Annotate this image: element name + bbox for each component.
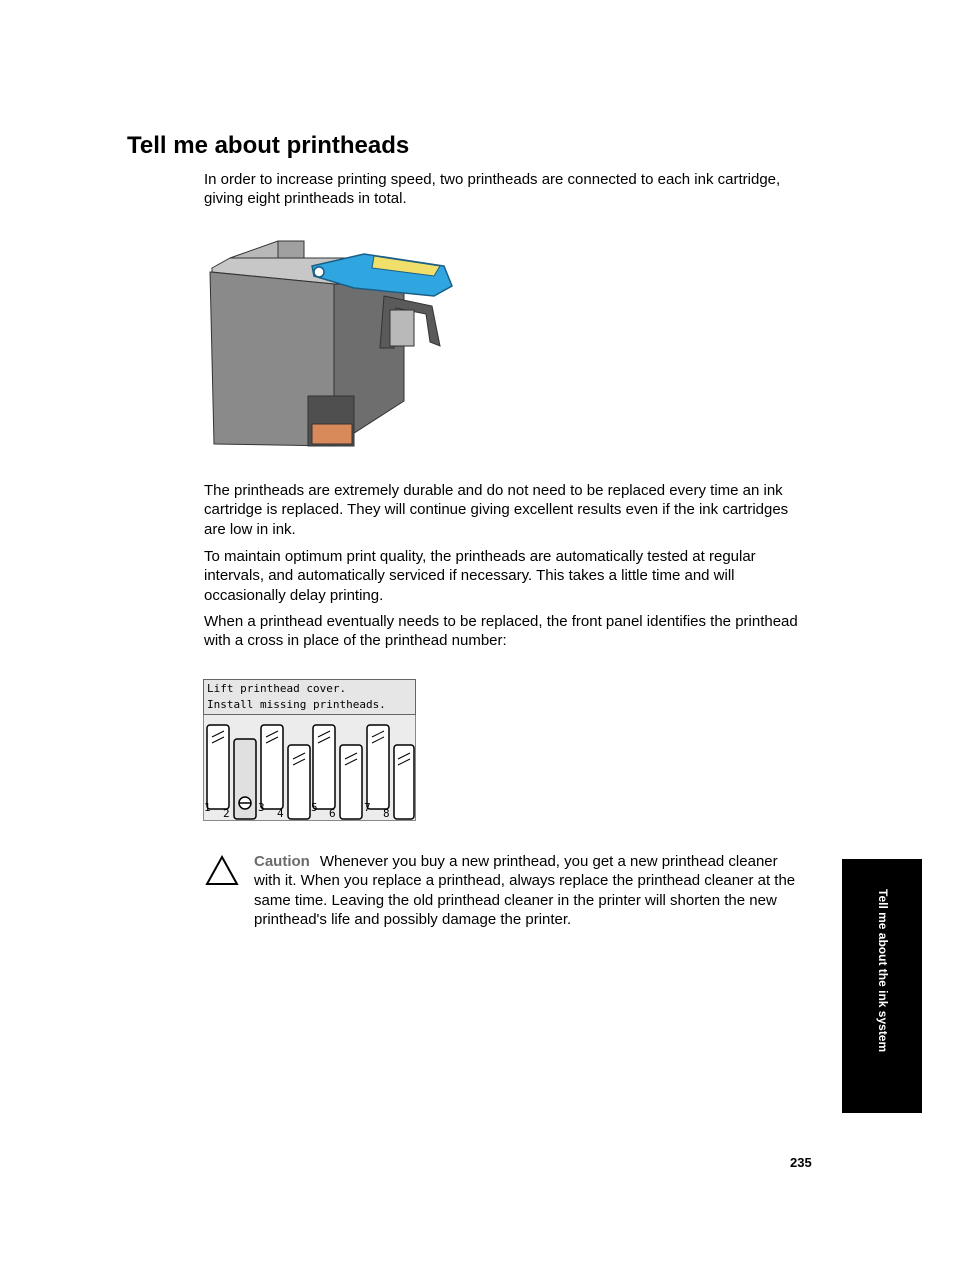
page-number: 235 [790, 1155, 812, 1170]
panel-message-line-2: Install missing printheads. [207, 698, 386, 711]
panel-message-line-1: Lift printhead cover. [207, 682, 347, 695]
printhead-illustration [204, 236, 460, 450]
replacement-paragraph: When a printhead eventually needs to be replaced, the front panel identifies the printhead with a cross in place of the printhead number: [204, 613, 798, 650]
warning-triangle-icon [205, 855, 239, 886]
slot-label-1: 1 [204, 801, 211, 814]
chapter-side-tab-label: Tell me about the ink system [876, 889, 890, 1053]
slot-label-4: 4 [277, 807, 284, 820]
caution-note [254, 852, 799, 930]
slot-label-5: 5 [311, 801, 318, 814]
chapter-side-tab [842, 859, 922, 1113]
durable-paragraph: The printheads are extremely durable and do not need to be replaced every time an ink cartridge is replaced. They will continue giving excellent results even if the ink cartridges are low in ink. [204, 482, 789, 538]
maintenance-paragraph: To maintain optimum print quality, the printheads are automatically tested at regular intervals, and automatically serviced if necessary. This takes a little time and will occasionally delay printing. [204, 548, 756, 604]
slot-label-2: 2 [223, 807, 230, 820]
page-title: Tell me about printheads [127, 132, 410, 159]
slot-label-6: 6 [329, 807, 336, 820]
slot-label-3: 3 [258, 801, 265, 814]
slot-label-7: 7 [364, 801, 371, 814]
front-panel-illustration [203, 679, 416, 821]
caution-text: Whenever you buy a new printhead, you get a new printhead cleaner with it. When you replace a printhead, always replace the printhead cleaner at the same time. Leaving the old printhead cleaner in the printer will shorten the new printhead's life and possibly damage the printer. [254, 853, 796, 929]
caution-label: Caution [254, 853, 310, 870]
intro-paragraph: In order to increase printing speed, two printheads are connected to each ink cartridge, giving eight printheads in total. [204, 171, 781, 208]
slot-label-8: 8 [383, 807, 390, 820]
